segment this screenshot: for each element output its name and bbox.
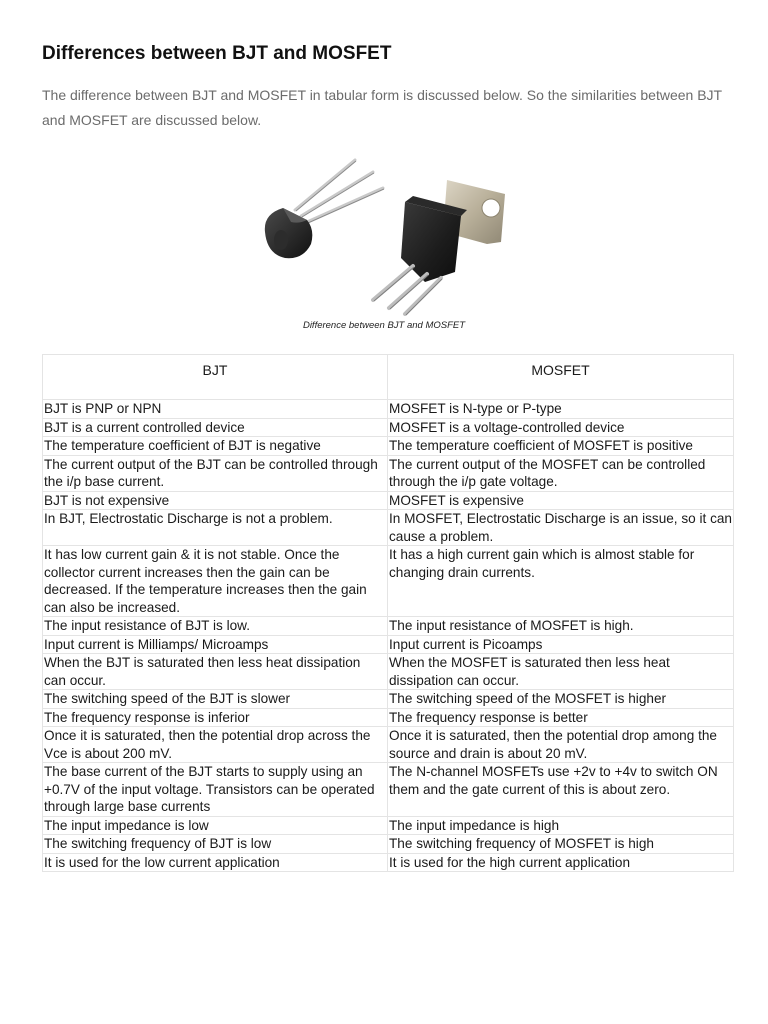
column-header-bjt: BJT (43, 355, 388, 400)
mosfet-cell: The switching speed of the MOSFET is higher (388, 690, 734, 709)
bjt-cell: Input current is Milliamps/ Microamps (43, 635, 388, 654)
bjt-cell: It is used for the low current application (43, 853, 388, 872)
mosfet-cell: It is used for the high current application (388, 853, 734, 872)
table-row (43, 654, 734, 690)
table-row (43, 708, 734, 727)
bjt-cell: The input resistance of BJT is low. (43, 617, 388, 636)
table-body (43, 400, 734, 872)
column-header-mosfet: MOSFET (388, 355, 734, 400)
table-row (43, 418, 734, 437)
bjt-cell: BJT is PNP or NPN (43, 400, 388, 419)
bjt-cell: BJT is not expensive (43, 491, 388, 510)
bjt-cell: It has low current gain & it is not stable. Once the collector current increases then the gain can be decreased. If the temperature increases then the gain can also be increased. (43, 546, 388, 617)
bjt-cell: The base current of the BJT starts to supply using an +0.7V of the input voltage. Transistors can be operated through large base currents (43, 763, 388, 817)
table-row (43, 835, 734, 854)
table-row (43, 690, 734, 709)
bjt-cell: BJT is a current controlled device (43, 418, 388, 437)
table-row (43, 816, 734, 835)
bjt-cell: In BJT, Electrostatic Discharge is not a problem. (43, 510, 388, 546)
table-row (43, 546, 734, 617)
intro-paragraph: The difference between BJT and MOSFET in tabular form is discussed below. So the similarities between BJT and MOSFET are discussed below. (42, 87, 722, 128)
table-row (43, 727, 734, 763)
bjt-cell: The input impedance is low (43, 816, 388, 835)
mosfet-cell: Input current is Picoamps (388, 635, 734, 654)
table-row (43, 853, 734, 872)
table-header-row (43, 355, 734, 400)
table-row (43, 400, 734, 419)
table-row (43, 510, 734, 546)
bjt-cell: The switching speed of the BJT is slower (43, 690, 388, 709)
bjt-cell: The frequency response is inferior (43, 708, 388, 727)
comparison-table (42, 354, 734, 872)
mosfet-cell: The temperature coefficient of MOSFET is positive (388, 437, 734, 456)
mosfet-cell: MOSFET is expensive (388, 491, 734, 510)
table-row (43, 455, 734, 491)
mosfet-cell: MOSFET is a voltage-controlled device (388, 418, 734, 437)
mosfet-cell: The input resistance of MOSFET is high. (388, 617, 734, 636)
mosfet-cell: The switching frequency of MOSFET is high (388, 835, 734, 854)
transistor-photo (255, 150, 515, 318)
table-row (43, 617, 734, 636)
mosfet-cell: Once it is saturated, then the potential drop among the source and drain is about 20 mV. (388, 727, 734, 763)
bjt-cell: The current output of the BJT can be controlled through the i/p base current. (43, 455, 388, 491)
bjt-cell: The switching frequency of BJT is low (43, 835, 388, 854)
transistor-illustration (255, 150, 515, 318)
mosfet-cell: When the MOSFET is saturated then less heat dissipation can occur. (388, 654, 734, 690)
bjt-cell: The temperature coefficient of BJT is negative (43, 437, 388, 456)
figure-caption: Difference between BJT and MOSFET (302, 320, 466, 331)
mosfet-cell: It has a high current gain which is almost stable for changing drain currents. (388, 546, 734, 617)
table-row (43, 635, 734, 654)
bjt-cell: Once it is saturated, then the potential drop across the Vce is about 200 mV. (43, 727, 388, 763)
mosfet-package (373, 180, 505, 315)
mosfet-cell: The N-channel MOSFETs use +2v to +4v to switch ON them and the gate current of this is about zero. (388, 763, 734, 817)
mosfet-cell: MOSFET is N-type or P-type (388, 400, 734, 419)
table-row (43, 763, 734, 817)
table-row (43, 491, 734, 510)
mosfet-cell: The frequency response is better (388, 708, 734, 727)
mosfet-cell: In MOSFET, Electrostatic Discharge is an issue, so it can cause a problem. (389, 511, 732, 544)
mosfet-cell: The current output of the MOSFET can be controlled through the i/p gate voltage. (388, 455, 734, 491)
page-title: Differences between BJT and MOSFET (42, 43, 392, 64)
table-row (43, 437, 734, 456)
mosfet-cell: The input impedance is high (388, 816, 734, 835)
bjt-cell: When the BJT is saturated then less heat dissipation can occur. (43, 654, 388, 690)
